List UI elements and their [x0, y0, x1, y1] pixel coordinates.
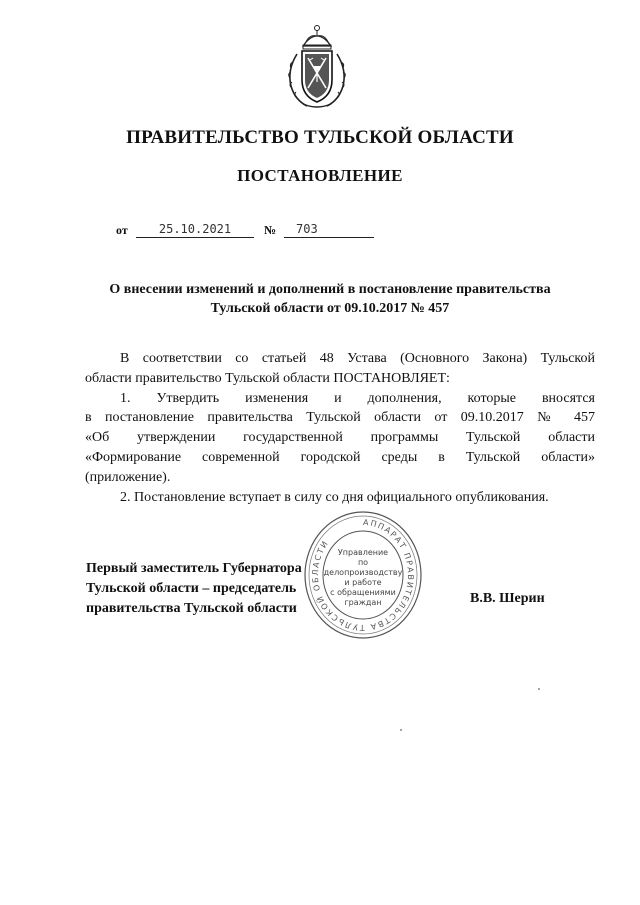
body-line: «Формирование современной городской среды в Тульской области»: [85, 449, 595, 465]
stamp-text-line: с обращениями: [330, 588, 396, 597]
document-meta-row: [116, 214, 386, 240]
body-line: «Об утверждении государственной программы Тульской области: [85, 430, 595, 446]
stamp-text-line: и работе: [344, 578, 382, 587]
subject-line: Тульской области от 09.10.2017 № 457: [210, 301, 450, 316]
signatory-name: В.В. Шерин: [470, 591, 545, 606]
org-title: ПРАВИТЕЛЬСТВО ТУЛЬСКОЙ ОБЛАСТИ: [126, 127, 514, 148]
body-line: В соответствии со статьей 48 Устава (Основного Закона) Тульской: [120, 351, 595, 366]
stamp-text-line: по делопроизводству: [323, 558, 403, 577]
stamp-text-line: граждан: [344, 598, 382, 607]
position-line: правительства Тульской области: [86, 601, 297, 616]
coat-of-arms-emblem: [283, 20, 351, 112]
document-number: 703: [284, 221, 374, 238]
stamp-center-text: [321, 548, 405, 608]
body-line: в постановление правительства Тульской области от 09.10.2017 № 457: [85, 410, 595, 426]
number-label: №: [264, 223, 277, 237]
document-date: 25.10.2021: [136, 221, 254, 238]
position-line: Первый заместитель Губернатора: [86, 561, 302, 576]
body-line: (приложение).: [85, 469, 171, 485]
signatory-position: [86, 559, 326, 619]
body-line: 1. Утвердить изменения и дополнения, которые вносятся: [120, 390, 595, 406]
scan-speck: [400, 729, 402, 731]
body-line: 2. Постановление вступает в силу со дня официального опубликования.: [120, 489, 549, 505]
date-label: от: [116, 223, 128, 237]
body-line: области правительство Тульской области ПОСТАНОВЛЯЕТ:: [85, 370, 450, 386]
stamp-ring-text: АППАРАТ ПРАВИТЕЛЬСТВА ТУЛЬСКОЙ ОБЛАСТИ: [310, 517, 416, 633]
document-type-heading: ПОСТАНОВЛЕНИЕ: [237, 166, 403, 185]
position-line: Тульской области – председатель: [86, 581, 297, 596]
scan-speck: [538, 688, 540, 690]
stamp-text-line: Управление: [337, 548, 389, 557]
subject-line: О внесении изменений и дополнений в постановление правительства: [109, 282, 551, 297]
document-body: [85, 349, 595, 507]
document-subject: [80, 280, 580, 318]
